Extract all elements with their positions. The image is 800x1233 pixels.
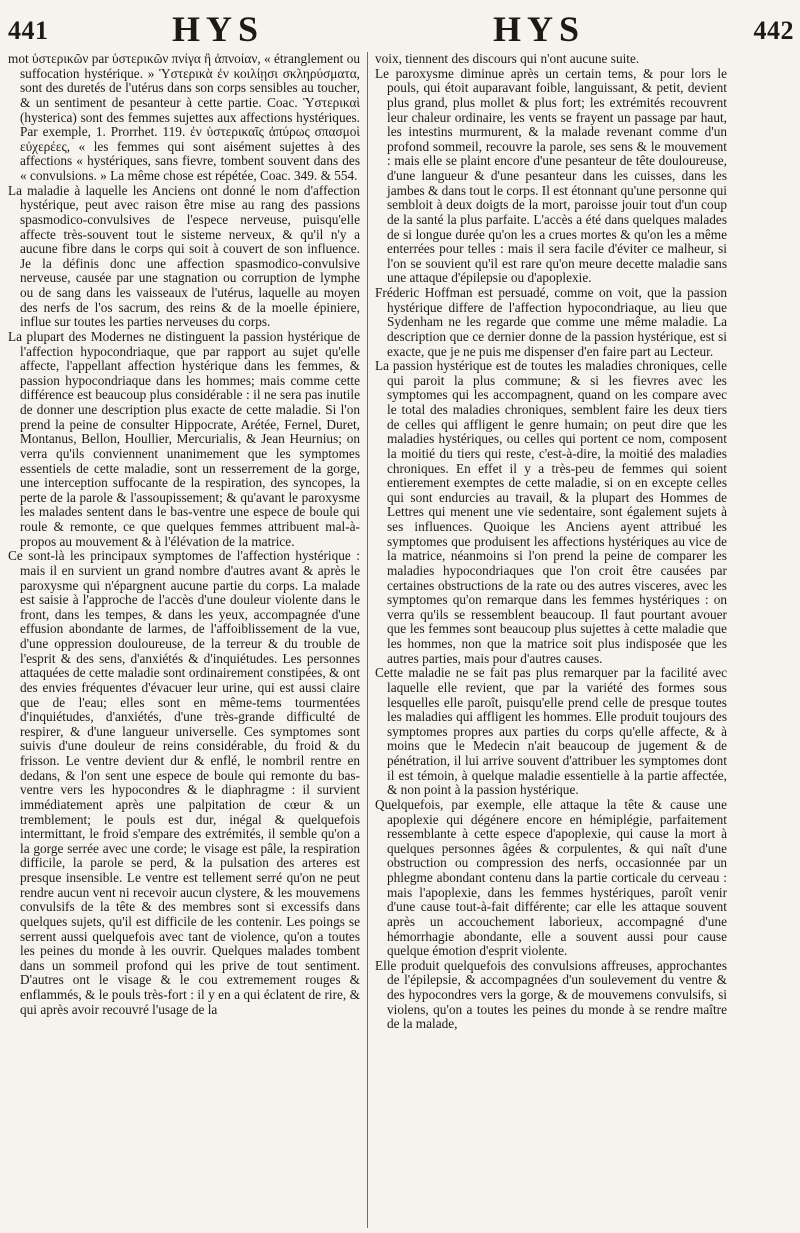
left-text-column xyxy=(8,52,360,1228)
paragraph: Ce sont-là les principaux symptomes de l'affection hystérique : mais il en survient un grand nombre d'autres avant & après le paroxysme qui n'épargnent aucune partie du corps. La malade est saisie à l'approche de l'accès d'une douleur violente dans le front, dans les tempes, & dans les yeux, accompagnée d'une effusion abondante de larmes, de l'affoiblissement de la vue, d'une oppression douloureuse, de la terreur & du trouble de l'esprit & des sens, d'anxiétés & d'inquiétudes. Les personnes attaquées de cette maladie sont ordinairement constipées, & ont des envies fréquentes d'évacuer leur urine, qui est aussi claire que de l'eau; elles sont en même-tems tourmentées d'inquiétudes, d'anxiétés, d'une très-grande difficulté de respirer, & d'une langueur universelle. Ces symptomes sont suivis d'une douleur de reins considérable, du froid & du frisson. Le ventre devient dur & enflé, le nombril rentre en dedans, & l'on sent une espece de boule qui remonte du bas-ventre vers les hypocondres & le diaphragme : il survient immédiatement après une palpitation de cœur & un tremblement; le pouls est dur, inégal & quelquefois intermittant, le froid s'empare des extrémités, il semble qu'on a la gorge serrée avec une corde; le visage est pâle, la respiration difficile, la parole se perd, & la pulsation des arteres est presque insensible. Le ventre est tellement serré qu'on ne peut rendre aucun vent ni recevoir aucun clystere, & les mouvemens convulsifs de la tête & des membres sont si excessifs dans quelques sujets, qu'il est difficile de les contenir. Les poings se serrent aussi quelquefois avec tant de violence, qu'on a toutes les peines du monde à les ouvrir. Quelques malades tombent dans un sommeil profond qui les prive de tout sentiment. D'autres ont le visage & le cou extremement rouges & enflammés, & le pouls très-fort : il y en a qui éclatent de rire, & qui après avoir recouvré l'usage de la xyxy=(8,548,360,1017)
left-running-head: HYS xyxy=(172,9,265,49)
paragraph: voix, tiennent des discours qui n'ont aucune suite. xyxy=(375,52,640,66)
paragraph: La plupart des Modernes ne distinguent la passion hystérique de l'affection hypocondriaque, que par rapport au sujet qu'elle affecte, l'appellant affection hystérique dans les femmes, & passion hypocondriaque dans les hommes; mais comme cette différence est beaucoup plus considérable : il ne sera pas inutile de donner une description plus exacte de cette maladie. Si l'on prend la peine de consulter Hippocrate, Arétée, Fernel, Duret, Montanus, Bellon, Houllier, Mercurialis, & Jean Heurnius; on verra qu'ils conviennent unanimement que les symptomes essentiels de cette maladie, sont un resserrement de la gorge, une interception suffocante de la respiration, des syncopes, la perte de la parole & l'assoupissement; & qu'avant le paroxysme les malades sentent dans le bas-ventre une espece de boule qui roule & remonte, ce que quelques femmes attribuent mal-à-propos au mouvement & à l'élévation de la matrice. xyxy=(8,328,360,549)
running-header xyxy=(0,6,800,50)
paragraph: Cette maladie ne se fait pas plus remarquer par la facilité avec laquelle elle revient, que par la variété des formes sous lesquelles elle paroît, puisqu'elle prend celle de presque toutes les maladies qui affligent les hommes. Elle produit toujours des symptomes propres aux parties du corps qu'elle affecte, & à moins que le Medecin n'ait beaucoup de jugement & de pénétration, il lui arrive souvent d'attribuer les symptomes dont il est témoin, à quelque maladie essentielle à la partie affectée, & non point à la passion hystérique. xyxy=(375,665,727,798)
paragraph: La maladie à laquelle les Anciens ont donné le nom d'affection hystérique, peut avec raison être mise au rang des passions spasmodico-convulsives de l'espece nerveuse, puisqu'elle affecte très-souvent tout le sisteme nerveux, & qu'il n'y a aucune fibre dans le corps qui soit à couvert de son influence. Je la définis donc une affection spasmodico-convulsive nerveuse, causée par une stagnation ou corruption de lymphe ou de sang dans les vaisseaux de l'utérus, laquelle au moyen des nerfs de l'os sacrum, des reins & de la moelle épiniere, influe sur toutes les parties nerveuses du corps. xyxy=(8,182,360,330)
paragraph: Quelquefois, par exemple, elle attaque la tête & cause une apoplexie qui dégénere encore en hémiplégie, parfaitement ressemblante à cette espece d'apoplexie, qui cause la mort à quelques personnes âgées & corpulentes, & qui naît d'une obstruction ou compression des nerfs, occasionnée par un phlegme abondant contenu dans la partie corticale du cerveau : mais l'apoplexie, dans les femmes hystériques, paroît venir d'une cause tout-à-fait différente; car elle les attaque souvent après un accouchement laborieux, accompagné d'une hémorrhagie abondante, elle a souvent aussi pour cause quelque émotion d'esprit violente. xyxy=(375,796,727,959)
right-running-head: HYS xyxy=(493,9,586,49)
right-page-number: 442 xyxy=(753,16,794,45)
paragraph: Le paroxysme diminue après un certain tems, & pour lors le pouls, qui étoit auparavant foible, languissant, & petit, devient plus grand, plus mollet & plus fort; les extrémités recouvrent leur chaleur ordinaire, les vents se frayent un passage par haut, les intestins murmurent, & la malade revenant comme d'un profond sommeil, recouvre la parole, ses sens & le mouvement : mais elle se plaint encore d'une pesanteur de tête douloureuse, d'une langueur & d'une pesanteur dans les cuisses, dans les jambes & dans tout le corps. Il est étonnant qu'une personne qui sembloit à deux doigts de la mort, paroisse jouir tout d'un coup de la santé la plus parfaite. L'accès a été dans quelques malades de si longue durée qu'on les a crues mortes & qu'on les a même enterrées pour telles : mais il sera facile d'éviter ce malheur, si l'on se souvient qu'il est rare qu'on meure decette maladie sans une attaque d'épilepsie ou d'apoplexie. xyxy=(375,65,727,286)
paragraph: La passion hystérique est de toutes les maladies chroniques, celle qui paroit la plus commune; & si les fievres avec les symptomes qui les accompagnent, quand on les compare avec le total des maladies chroniques, semblent faire les deux tiers de celles qui affligent le genre humain; on peut dire que les maladies hystériques, ou celles qui portent ce nom, composent la moitié du tiers qui reste, c'est-à-dire, la moitié des maladies chroniques. En effet il y a très-peu de femmes qui soient entierement exemptes de cette maladie, si on en excepte celles qui sont endurcies au travail, & la plupart des Hommes de Lettres qui menent une vie sedentaire, sont également sujets à ses influences. Quoique les Anciens ayent attribué les symptomes que produisent les affections hystériques au vice de la matrice, néanmoins si l'on prend la peine de comparer les maladies hypocondriaques que l'on croit être causées par certaines obstructions de la rate ou des autres visceres, avec les symptomes qu'on remarque dans les femmes hystériques : on verra qu'ils se ressemblent beaucoup. Il faut pourtant avouer que les femmes sont beaucoup plus sujettes à cette maladie que les hommes, non que la matrice soit plus indisposée que les autres parties, mais pour d'autres causes. xyxy=(375,358,727,666)
paragraph: Fréderic Hoffman est persuadé, comme on voit, que la passion hystérique differe de l'affection hypocondriaque, au lieu que Sydenham ne les regarde que comme une même maladie. La description que ce dernier donne de la passion hystérique, est si exacte, que je ne puis me dispenser d'en faire part au Lecteur. xyxy=(375,285,727,359)
paragraph: Elle produit quelquefois des convulsions affreuses, approchantes de l'épilepsie, & accompagnées d'un soulevement du ventre & des hypocondres vers la gorge, & de mouvemens convulsifs, si violens, qu'on a toutes les peines du monde à se rendre maître de la malade, xyxy=(375,957,727,1032)
right-text-column xyxy=(375,52,727,1228)
left-page-number: 441 xyxy=(8,16,49,45)
paragraph: mot ὑστερικῶν par ὑστερικῶν πνίγα ἢ ἀπνοίαν, « étranglement ou suffocation hystérique. » Ὑστερικὰ ἐν κοιλίῃσι σκληρύσματα, sont des duretés de l'utérus dans son corps sensibles au toucher, & un sentiment de pesanteur à cette partie. Coac. Ὑστερικαὶ (hysterica) sont des femmes sujettes aux affections hystériques. Par exemple, 1. Prorrhet. 119. ἐν ὑστερικαῖς ἀπύρως σπασμοὶ εὐχερέες, « les femmes qui sont aisément sujettes à des affections « hystériques, sans fievre, tombent souvent dans des « convulsions. » La même chose est répétée, Coac. 349. & 554. xyxy=(8,52,360,183)
column-divider xyxy=(367,52,368,1228)
